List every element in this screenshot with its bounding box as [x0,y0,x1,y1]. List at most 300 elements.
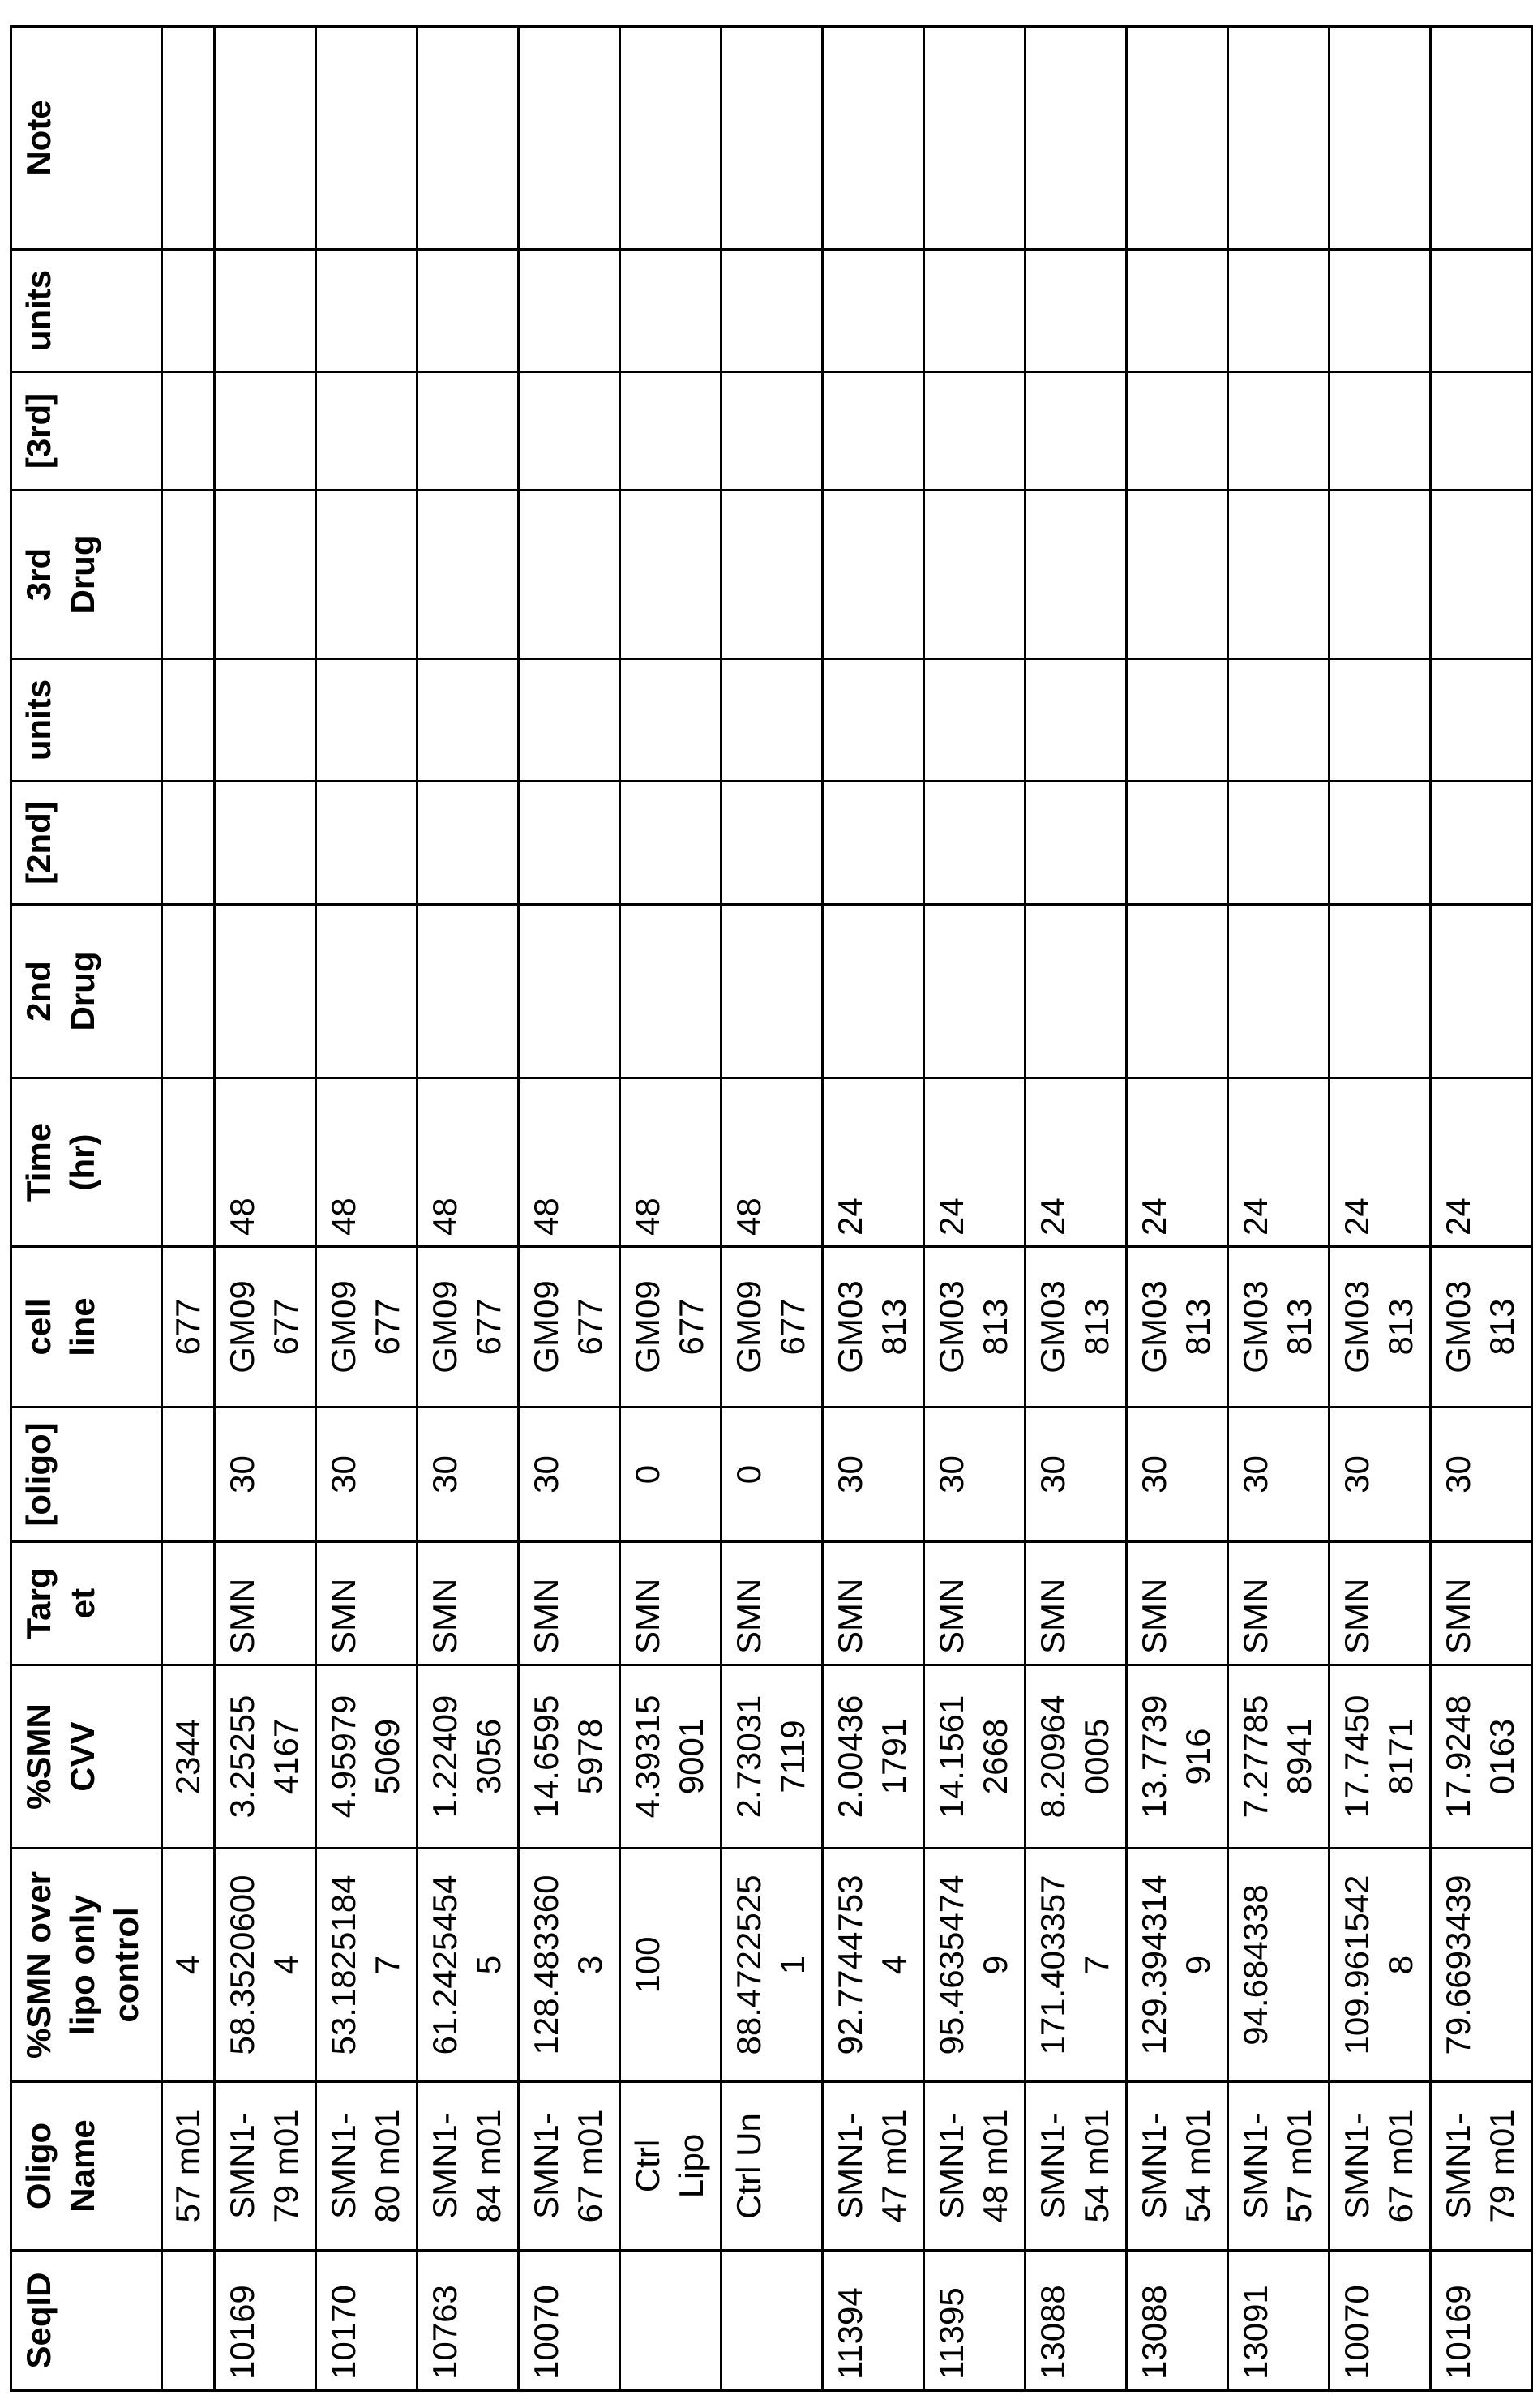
cell-units-2 [1127,659,1228,782]
cell-2nd-conc [1026,782,1127,905]
cell-value: 30 [221,1455,264,1493]
cell-smn-over-lipo [316,1849,418,2082]
cell-3rd-drug [418,491,519,659]
table-row [1330,27,1431,2391]
cell-units-3 [1026,250,1127,372]
cell-oligo-conc [519,1408,620,1542]
cell-oligo-name [1127,2082,1228,2251]
cell-target [823,1542,924,1665]
cell-value: 58.35206004 [221,1870,308,2060]
cell-3rd-drug [1127,491,1228,659]
cell-smn-cvv [1330,1665,1431,1849]
cell-3rd-drug [722,491,823,659]
header-label: [2nd] [17,801,61,885]
cell-target [519,1542,620,1665]
cell-target [1330,1542,1431,1665]
cell-units-2 [924,659,1026,782]
cell-seqid [519,2251,620,2391]
cell-oligo-name [316,2082,418,2251]
header-label: 3rd Drug [17,526,105,623]
cell-seqid [215,2251,316,2391]
cell-note [722,27,823,250]
cell-target [162,1542,215,1665]
cell-value: Ctrl Lipo [626,2106,713,2227]
cell-value: 0 [626,1465,670,1484]
cell-value: 30 [525,1455,568,1493]
cell-seqid [1026,2251,1127,2391]
cell-oligo-conc [215,1408,316,1542]
cell-target [1127,1542,1228,1665]
header-units-2 [11,659,162,782]
cell-value: SMN1-48 m01 [930,2106,1017,2227]
table-row [1127,27,1228,2391]
cell-oligo-name [924,2082,1026,2251]
cell-3rd-conc [620,372,722,491]
cell-units-2 [215,659,316,782]
cell-value: 48 [221,1198,264,1236]
cell-units-3 [1127,250,1228,372]
cell-smn-over-lipo [162,1849,215,2082]
cell-cell-line [722,1247,823,1408]
cell-value: 171.4033577 [1031,1870,1119,2060]
cell-oligo-conc [418,1408,519,1542]
header-label: Target [17,1563,105,1643]
cell-smn-over-lipo [1228,1849,1330,2082]
cell-2nd-conc [418,782,519,905]
cell-value: 61.24254545 [423,1870,511,2060]
cell-3rd-drug [1228,491,1330,659]
cell-3rd-conc [722,372,823,491]
header-label: [oligo] [17,1422,61,1526]
cell-cell-line [316,1247,418,1408]
cell-3rd-drug [823,491,924,659]
cell-time-hr [162,1078,215,1247]
cell-3rd-conc [1127,372,1228,491]
rotated-table-page [10,28,1521,2392]
cell-value: 4.393159001 [626,1690,713,1823]
cell-2nd-conc [316,782,418,905]
table-row [722,27,823,2391]
cell-smn-over-lipo [418,1849,519,2082]
cell-2nd-conc [519,782,620,905]
cell-value: SMN1-79 m01 [221,2106,308,2227]
table-row [162,27,215,2391]
cell-target [924,1542,1026,1665]
table-row [1026,27,1127,2391]
cell-3rd-conc [519,372,620,491]
cell-cell-line [924,1247,1026,1408]
cell-value: 1.224093056 [423,1690,511,1823]
cell-value: SMN [1133,1579,1176,1654]
cell-value: SMN [727,1579,771,1654]
cell-2nd-drug [1330,905,1431,1078]
cell-3rd-drug [519,491,620,659]
cell-units-2 [418,659,519,782]
cell-note [1026,27,1127,250]
cell-value: SMN1-67 m01 [1335,2106,1423,2227]
cell-value: 30 [829,1455,872,1493]
cell-value: 128.4833603 [525,1870,612,2060]
cell-smn-over-lipo [722,1849,823,2082]
cell-oligo-conc [1127,1408,1228,1542]
cell-value: 7.277858941 [1234,1690,1321,1823]
cell-oligo-name [1431,2082,1532,2251]
cell-oligo-conc [1026,1408,1127,1542]
cell-time-hr [620,1078,722,1247]
cell-smn-over-lipo [620,1849,722,2082]
cell-cell-line [1228,1247,1330,1408]
header-label: Oligo Name [17,2106,105,2227]
cell-value: SMN1-54 m01 [1133,2106,1220,2227]
cell-value: 3.252554167 [221,1690,308,1823]
cell-units-2 [162,659,215,782]
cell-units-2 [722,659,823,782]
cell-3rd-drug [1431,491,1532,659]
header-label: SeqID [17,2272,61,2368]
cell-units-2 [316,659,418,782]
cell-seqid [162,2251,215,2391]
cell-units-2 [1330,659,1431,782]
cell-3rd-drug [162,491,215,659]
header-row [11,27,162,2391]
cell-value: SMN [829,1579,872,1654]
cell-2nd-drug [1127,905,1228,1078]
cell-value: 30 [322,1455,366,1493]
cell-value: 48 [626,1198,670,1236]
cell-value: SMN [1437,1579,1480,1654]
header-3rd-drug [11,491,162,659]
cell-value: 24 [1437,1198,1480,1236]
cell-value: 14.15612668 [930,1690,1017,1823]
cell-value: SMN [626,1579,670,1654]
cell-3rd-conc [1330,372,1431,491]
header-label: 2nd Drug [17,943,105,1040]
cell-value: 30 [1234,1455,1278,1493]
cell-oligo-name [722,2082,823,2251]
cell-smn-over-lipo [1431,1849,1532,2082]
table-row [519,27,620,2391]
cell-value: 13.7739916 [1133,1690,1220,1823]
cell-2nd-drug [1228,905,1330,1078]
cell-smn-cvv [823,1665,924,1849]
cell-3rd-conc [823,372,924,491]
cell-cell-line [823,1247,924,1408]
cell-note [519,27,620,250]
cell-units-3 [620,250,722,372]
cell-value: 24 [1234,1198,1278,1236]
cell-units-3 [1228,250,1330,372]
cell-value: GM03813 [1335,1279,1423,1374]
cell-value: 10070 [1335,2285,1379,2380]
cell-2nd-conc [1228,782,1330,905]
table-row [215,27,316,2391]
cell-units-3 [418,250,519,372]
cell-smn-cvv [620,1665,722,1849]
cell-value: 100 [626,1870,670,2060]
cell-value: 53.18251847 [322,1870,409,2060]
cell-seqid [1228,2251,1330,2391]
cell-value: SMN [423,1579,467,1654]
cell-value: SMN [1234,1579,1278,1654]
cell-value: 2344 [166,1690,210,1823]
cell-value: 30 [1133,1455,1176,1493]
header-label: Note [17,100,61,175]
cell-3rd-drug [316,491,418,659]
cell-2nd-conc [823,782,924,905]
cell-cell-line [1330,1247,1431,1408]
cell-value: 30 [930,1455,974,1493]
cell-value: 95.46354749 [930,1870,1017,2060]
cell-2nd-drug [215,905,316,1078]
cell-3rd-drug [1026,491,1127,659]
cell-value: SMN [930,1579,974,1654]
cell-3rd-drug [215,491,316,659]
header-label: units [17,270,61,351]
cell-value: 79.6693439 [1437,1870,1480,2060]
cell-3rd-conc [162,372,215,491]
cell-target [316,1542,418,1665]
cell-value: 48 [525,1198,568,1236]
cell-units-3 [316,250,418,372]
cell-time-hr [316,1078,418,1247]
cell-value: 14.65955978 [525,1690,612,1823]
cell-note [215,27,316,250]
cell-2nd-conc [620,782,722,905]
cell-smn-over-lipo [1330,1849,1431,2082]
cell-cell-line [1026,1247,1127,1408]
header-time-hr [11,1078,162,1247]
cell-seqid [1330,2251,1431,2391]
cell-time-hr [1431,1078,1532,1247]
cell-cell-line [620,1247,722,1408]
cell-target [418,1542,519,1665]
cell-oligo-name [1330,2082,1431,2251]
cell-value: 10763 [423,2285,467,2380]
cell-smn-over-lipo [823,1849,924,2082]
cell-note [620,27,722,250]
header-oligo-conc [11,1408,162,1542]
cell-2nd-drug [1431,905,1532,1078]
cell-oligo-name [215,2082,316,2251]
cell-note [1228,27,1330,250]
cell-3rd-conc [924,372,1026,491]
cell-oligo-name [162,2082,215,2251]
cell-value: 129.3943149 [1133,1870,1220,2060]
cell-value: GM03813 [829,1279,916,1374]
cell-cell-line [418,1247,519,1408]
cell-seqid [316,2251,418,2391]
cell-2nd-drug [316,905,418,1078]
cell-value: 10170 [322,2285,366,2380]
cell-value: 48 [322,1198,366,1236]
cell-units-3 [1431,250,1532,372]
header-smn-over-lipo [11,1849,162,2082]
cell-value: GM09677 [525,1279,612,1374]
table-row [1228,27,1330,2391]
cell-units-2 [823,659,924,782]
cell-note [823,27,924,250]
cell-oligo-conc [316,1408,418,1542]
cell-value: 4.959795069 [322,1690,409,1823]
cell-3rd-conc [316,372,418,491]
header-label: cell line [17,1283,105,1372]
cell-oligo-name [620,2082,722,2251]
cell-units-2 [519,659,620,782]
cell-3rd-conc [1431,372,1532,491]
cell-oligo-name [1228,2082,1330,2251]
header-label: %SMN over lipo only control [17,1864,148,2067]
cell-value: 8.209640005 [1031,1690,1119,1823]
cell-value: SMN1-84 m01 [423,2106,511,2227]
cell-target [1431,1542,1532,1665]
cell-smn-cvv [722,1665,823,1849]
cell-value: 24 [930,1198,974,1236]
cell-value: GM03813 [1234,1279,1321,1374]
cell-value: SMN [221,1579,264,1654]
cell-2nd-drug [924,905,1026,1078]
cell-smn-cvv [162,1665,215,1849]
cell-seqid [620,2251,722,2391]
cell-seqid [1431,2251,1532,2391]
cell-oligo-conc [162,1408,215,1542]
cell-target [215,1542,316,1665]
cell-time-hr [1228,1078,1330,1247]
cell-smn-cvv [215,1665,316,1849]
cell-value: 17.92480163 [1437,1690,1524,1823]
cell-time-hr [1127,1078,1228,1247]
cell-time-hr [722,1078,823,1247]
cell-smn-cvv [418,1665,519,1849]
cell-value: SMN [1031,1579,1075,1654]
cell-value: GM09677 [626,1279,713,1374]
cell-oligo-name [823,2082,924,2251]
header-cell-line [11,1247,162,1408]
cell-value: 24 [1031,1198,1075,1236]
cell-2nd-conc [722,782,823,905]
cell-time-hr [823,1078,924,1247]
cell-value: 4 [166,1870,210,2060]
cell-note [316,27,418,250]
cell-value: 13091 [1234,2285,1278,2380]
cell-target [722,1542,823,1665]
cell-value: GM09677 [322,1279,409,1374]
table-row [620,27,722,2391]
cell-oligo-name [1026,2082,1127,2251]
cell-smn-cvv [1127,1665,1228,1849]
cell-value: 94.684338 [1234,1870,1278,2060]
cell-units-3 [215,250,316,372]
cell-target [1228,1542,1330,1665]
cell-value: SMN [525,1579,568,1654]
cell-seqid [823,2251,924,2391]
cell-target [1026,1542,1127,1665]
cell-smn-over-lipo [1127,1849,1228,2082]
cell-cell-line [162,1247,215,1408]
cell-value: SMN1-57 m01 [1234,2106,1321,2227]
cell-seqid [418,2251,519,2391]
cell-2nd-drug [418,905,519,1078]
cell-smn-over-lipo [1026,1849,1127,2082]
header-3rd-conc [11,372,162,491]
cell-value: 30 [1437,1455,1480,1493]
cell-smn-cvv [1228,1665,1330,1849]
cell-2nd-drug [620,905,722,1078]
cell-2nd-drug [162,905,215,1078]
cell-oligo-conc [1431,1408,1532,1542]
cell-cell-line [1431,1247,1532,1408]
header-oligo-name [11,2082,162,2251]
cell-2nd-drug [1026,905,1127,1078]
cell-value: SMN1-47 m01 [829,2106,916,2227]
cell-time-hr [1330,1078,1431,1247]
cell-time-hr [1026,1078,1127,1247]
cell-value: 0 [727,1465,771,1484]
cell-time-hr [519,1078,620,1247]
cell-smn-cvv [316,1665,418,1849]
cell-oligo-conc [924,1408,1026,1542]
cell-smn-over-lipo [924,1849,1026,2082]
cell-value: Ctrl Un [727,2106,771,2227]
cell-value: 13088 [1031,2285,1075,2380]
cell-value: SMN1-79 m01 [1437,2106,1524,2227]
cell-oligo-name [519,2082,620,2251]
cell-note [1127,27,1228,250]
table-row [418,27,519,2391]
cell-oligo-conc [1330,1408,1431,1542]
cell-value: GM09677 [221,1279,308,1374]
cell-seqid [924,2251,1026,2391]
cell-value: 11394 [829,2287,872,2380]
cell-units-2 [1431,659,1532,782]
cell-units-2 [1026,659,1127,782]
cell-value: SMN1-54 m01 [1031,2106,1119,2227]
cell-time-hr [215,1078,316,1247]
cell-value: 677 [166,1279,210,1374]
cell-note [162,27,215,250]
cell-units-3 [823,250,924,372]
cell-cell-line [215,1247,316,1408]
header-note [11,27,162,250]
table-row [823,27,924,2391]
cell-value: 11395 [930,2287,974,2380]
cell-value: SMN [1335,1579,1379,1654]
cell-time-hr [924,1078,1026,1247]
cell-units-2 [620,659,722,782]
cell-value: GM03813 [1133,1279,1220,1374]
header-2nd-drug [11,905,162,1078]
header-target [11,1542,162,1665]
cell-value: SMN1-67 m01 [525,2106,612,2227]
cell-value: 24 [829,1198,872,1236]
cell-units-3 [1330,250,1431,372]
cell-smn-cvv [924,1665,1026,1849]
data-table [10,25,1533,2392]
cell-value: SMN1-80 m01 [322,2106,409,2227]
cell-value: GM09677 [423,1279,511,1374]
cell-value: 13088 [1133,2285,1176,2380]
cell-units-2 [1228,659,1330,782]
cell-smn-over-lipo [215,1849,316,2082]
cell-2nd-drug [823,905,924,1078]
cell-2nd-conc [924,782,1026,905]
table-row [924,27,1026,2391]
cell-smn-cvv [1431,1665,1532,1849]
cell-oligo-conc [722,1408,823,1542]
cell-value: 10070 [525,2285,568,2380]
cell-2nd-drug [519,905,620,1078]
cell-3rd-conc [418,372,519,491]
header-2nd-conc [11,782,162,905]
